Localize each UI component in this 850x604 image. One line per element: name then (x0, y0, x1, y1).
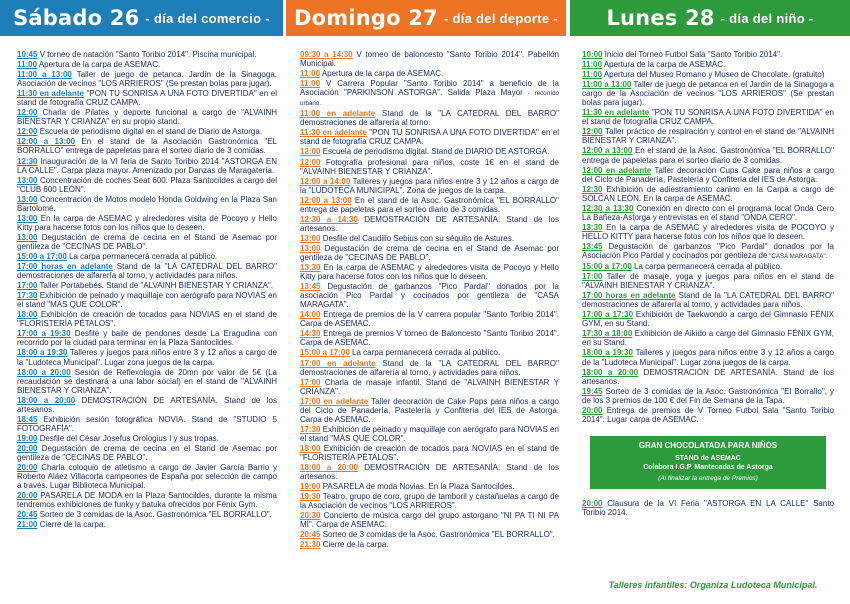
entry-time: 12:00 (17, 127, 38, 137)
entry-time: 11:30 en adelante (17, 89, 84, 99)
schedule-entry (300, 329, 559, 347)
entry-time: 11:30 en adelante (300, 128, 367, 138)
entry-time: 11:00 a 13:00 (582, 80, 632, 90)
entry-time: 11:00 (300, 79, 321, 89)
entry-time: 15:00 a 17:00 (582, 262, 632, 272)
entry-time: 11:00 en adelante (300, 109, 376, 119)
schedule-entry (17, 89, 277, 107)
schedule-entry (17, 127, 277, 136)
entry-text: Talleres y juegos para niños entre 3 y 12 años a cargo de la "Ludoteca Municipal". Lugar zona juegos de la carpa. (582, 348, 834, 367)
sunday-schedule (300, 50, 559, 550)
entry-text: Entrega de premios de la V carrera popular "Santo Toribio 2014". Carpa de ASEMAC. (300, 310, 559, 329)
entry-time: 13:00 (17, 175, 38, 185)
monday-schedule (582, 50, 834, 518)
entry-text: Inicio del Torneo Futbol Sala "Santo Toribio 2014". (602, 50, 783, 59)
entry-time: 19:00 (17, 433, 38, 443)
entry-text: Teatro, grupo de coro, grupo de tamboril y castañuelas a cargo de la Asociación de vecinos "LOS ARRIEROS". (300, 492, 559, 511)
chocolatada-banner (590, 436, 826, 489)
entry-time: 20:30 (300, 511, 321, 521)
entry-time: 12:00 en adelante (582, 165, 652, 175)
entry-time: 17:30 a 18:00 (582, 329, 633, 339)
entry-text: Taller de juego de petanca en el Jardín de la Sinagoga a cargo de la Asociación de vecinos "LOS ARRIEROS" (Se prestan bolas para jugar). (582, 80, 834, 108)
entry-text: En la carpa de ASEMAC y alrededores visita de Pocoyo y Hello Kitty para hacerse fotos con los niños que lo deseen. (17, 213, 277, 232)
schedule-entry (17, 176, 277, 194)
entry-text: V Carrera Popular "Santo Toribio 2014" a beneficio de la Asociación "PARKINSON ASTORGA". Salida Plaza Mayor (300, 79, 559, 98)
entry-time: 13:00 (17, 232, 38, 242)
entry-text: "PON TU SONRISA A UNA FOTO DIVERTIDA" en el stand de fotografía CRUZ CAMPA. (17, 89, 278, 108)
schedule-entry (582, 242, 834, 261)
entry-time: 12:00 a 14:00 (300, 176, 351, 186)
entry-text: Sorteo de 3 comidas de la Asoc. Gastronómica "EL BORRALLO". (37, 510, 272, 520)
schedule-entry (582, 146, 834, 164)
entry-text: La carpa permanecerá cerrada al público. (66, 251, 218, 261)
entry-text: Escuela de periodismo digital. Stand de DIARIO DE ASTORGA. (320, 147, 550, 157)
entry-text: PASARELA DE MODA en la Plaza Santocildes, durante la misma tendremos exhibiciones de funky y batuka ofrecidos por Fénix Gym. (17, 491, 277, 510)
entry-time: 17:00 en adelante (300, 358, 376, 368)
entry-time: 17:00 en adelante (300, 396, 369, 406)
schedule-entry (300, 310, 559, 328)
entry-time: 17:00 (17, 281, 38, 291)
entry-text: Exhibición de peinado y maquillaje con aerógrafo para NOVIAS en el stand "MÁS QUE COLOR". (300, 424, 559, 443)
entry-text: Stand de la "LA CATEDRAL DEL BARRO" demostraciones de alfarería al torno. (300, 109, 559, 128)
schedule-entry (17, 291, 277, 309)
entry-time: 13:45 (300, 282, 321, 292)
schedule-entry (582, 272, 834, 290)
entry-time: 13:30 (582, 222, 603, 232)
entry-text: "PON TU SONRISA A UNA FOTO DIVERTIDA" en el stand de fotografía CRUZ CAMPA. (582, 108, 834, 127)
schedule-entry (582, 108, 834, 126)
entry-time: 12:00 (300, 147, 321, 157)
entry-time: 11:00 (582, 70, 603, 80)
entry-text: Talleres y juegos para niños entre 3 y 12 años a cargo de la "LUDOTECA MUNICIPAL". Zona de juegos de la carpa. (300, 176, 559, 195)
schedule-entry (17, 463, 277, 490)
entry-text: Concentración de Motos modelo Honda Goldwing en la Plaza San Bartolomé. (17, 194, 277, 213)
schedule-entry (17, 50, 277, 59)
entry-text: Escuela de periodismo digital en el stand de Diario de Astorga. (37, 127, 263, 137)
schedule-entry (17, 252, 277, 261)
entry-time: 17:00 (300, 377, 321, 387)
entry-text: Charla de Pilates y deporte funcional a cargo de "ALVAINH BIENESTAR Y CRIANZA" en su propio stand. (17, 108, 277, 127)
entry-time: 17:00 a 17:30 (582, 310, 634, 320)
schedule-entry (300, 359, 559, 377)
promo-line2: Colabora I.G.P. Mantecadas de Astorga (643, 463, 773, 471)
monday-list (582, 50, 834, 424)
header-sunday (286, 0, 566, 36)
entry-text: "PON TU SONRISA A UNA FOTO DIVERTIDA" en el stand de fotografía CRUZ CAMPA. (300, 128, 560, 147)
schedule-entry (17, 368, 277, 395)
schedule-entry (582, 60, 834, 69)
schedule-entry (582, 185, 834, 203)
entry-text: Taller decoración Cups Cake para niños a cargo del Ciclo de Panadería, Pastelería y Confitería del IES de Astorga. (582, 165, 835, 184)
promo-title: GRAN CHOCOLATADA PARA NIÑOS (638, 440, 778, 450)
entry-time: 14:30 (300, 329, 321, 339)
schedule-entry (300, 463, 559, 481)
entry-text: Taller decoración de Cake Pops para niños a cargo del Ciclo de Panadería, Pastelería y Confitería del IES de Astorga. Carpa de ASEMAC. (300, 396, 559, 424)
schedule-entry (300, 244, 559, 262)
schedule-entry (17, 137, 277, 155)
entry-time: 20:00 (17, 443, 38, 453)
entry-time: 20:00 (17, 491, 38, 501)
entry-text: PASARELA de moda Novias. En la Plaza Santocildes. (320, 482, 515, 492)
entry-time: 11:00 (17, 60, 38, 70)
entry-text: Inauguración de la VI feria de Santo Toribio 2014 "ASTORGA EN LA CALLE". Carpa plaza mayor. Amenizado por Danzas de Maragatería. (17, 156, 277, 175)
schedule-entry (300, 177, 559, 195)
schedule-entry (300, 158, 559, 176)
promo-line1: STAND de ASEMAC (675, 454, 741, 462)
entry-text: Conexión en directo con el programa local Onda Cero La Bañeza-Astorga y entrevistas en el stand "ONDA CERO". (582, 203, 834, 222)
schedule-entry (300, 378, 559, 396)
entry-time: 18:00 a 19:30 (17, 348, 68, 358)
entry-time: 20:00 (582, 498, 603, 508)
entry-time: 13:00 (300, 243, 321, 253)
schedule-entry (582, 204, 834, 222)
monday-title: Lunes 28 (606, 6, 715, 30)
schedule-entry (300, 348, 559, 357)
monday-subtitle: - día del niño - (720, 10, 814, 26)
entry-text: Cierre de la carpa. (320, 540, 389, 550)
schedule-entry (17, 444, 277, 462)
entry-time: 18:00 a 19:30 (582, 348, 633, 358)
entry-time: 12:00 (17, 108, 38, 118)
schedule-entry (17, 396, 277, 414)
entry-time: 11:00 a 13:00 (17, 70, 72, 80)
schedule-entry (300, 492, 559, 510)
entry-text: Sorteo de 3 comidas de la Asoc. Gastronómica "EL BORRALLO". (320, 530, 555, 540)
schedule-entry (582, 127, 834, 145)
entry-text: En el stand de la Asociación Gastronómica "EL BORRALLO" entrega de papeletas para el sorteo diario de 3 comidas. (17, 137, 277, 156)
entry-note: "CASA MARAGATA". (767, 252, 828, 260)
schedule-entry (582, 223, 834, 241)
entry-text: Talleres y juegos para niños entre 3 y 12 años a cargo de la "Ludoteca Municipal". Lugar zona juegos de la carpa. (17, 348, 277, 367)
entry-time: 12:00 (582, 127, 603, 137)
schedule-entry (300, 540, 559, 549)
schedule-entry (17, 329, 277, 347)
schedule-entry (582, 329, 834, 347)
entry-time: 18:00 a 20:00 (300, 463, 358, 473)
entry-text: Degustación de garbanzos "Pico Pardal" donados por la Asociación Pico Pardal y cocinados por gentileza de (582, 241, 834, 260)
schedule-entry (300, 263, 559, 281)
entry-time: 15:00 a 17:00 (17, 251, 67, 261)
entry-text: Cierre de la carpa. (37, 520, 106, 530)
entry-time: 12:00 a 13:00 (582, 146, 633, 156)
entry-text: La carpa permanecerá cerrada al público. (349, 348, 501, 358)
sunday-subtitle: - día del deporte - (443, 10, 558, 26)
entry-time: 10:45 (17, 50, 38, 59)
entry-time: 15:00 a 17:00 (300, 348, 350, 358)
entry-time: 21:00 (17, 520, 38, 530)
entry-text: Sesión de Reflexología de 20mn por valor de 5€ (La recaudación se destinará a una labor social) en el stand de "ALVAINH BIENESTAR Y CRIANZA". (17, 367, 277, 395)
closing-entry (582, 499, 834, 517)
entry-note: - recorrido urbano. (300, 90, 559, 108)
schedule-entry (300, 425, 559, 443)
entry-text: DEMOSTRACIÓN DE ARTESANÍA. Stand de los artesanos. (582, 367, 834, 386)
entry-text: Taller de juego de petanca. Jardín de la Sinagoga. Asociación de vecinos "LOS ARRIEROS" (Se prestan bolas para jugar). (17, 70, 278, 89)
schedule-entry (17, 348, 277, 366)
entry-text: Desfile y baile de pendones desde La Eragudina con recorrido por la ciudad para terminar en la Plaza Santocildes. (17, 329, 278, 348)
entry-text: Entrega de premios de V Torneo Futbol Sala "Santo Toribio 2014". Lugar carpa de ASEMAC. (582, 405, 834, 424)
schedule-entry (300, 215, 559, 233)
entry-text: Degustación de crema de cecina en el Stand de Asemac por gentileza de "CECINAS DE PABLO". (300, 243, 559, 262)
entry-time: 12:00 (300, 157, 321, 167)
schedule-entry (300, 397, 559, 424)
saturday-schedule (17, 50, 277, 530)
entry-text: Degustación de garbanzos "Pico Pardal" donados por la asociación Pico Pardal y cocinados por gentileza de "CASA MARAGATA". (300, 282, 559, 310)
promo-note: (Al finalizar la entrega de Premios) (658, 474, 758, 482)
schedule-entry (300, 482, 559, 491)
entry-time: 17:00 a 19:30 (17, 329, 71, 339)
entry-time: 11:00 (300, 69, 321, 79)
schedule-entry (300, 109, 559, 127)
schedule-entry (17, 510, 277, 519)
entry-text: La carpa permanecerá cerrada al público. (631, 262, 783, 272)
entry-text: Concierto de música cargo del grupo astorgano "NI PA TI NI PA MÍ". Carpa de ASEMAC. (300, 511, 559, 530)
schedule-entry (582, 310, 834, 328)
schedule-entry (17, 60, 277, 69)
entry-time: 18:00 a 20:00 (17, 367, 71, 377)
entry-time: 13:00 (300, 233, 321, 243)
schedule-entry (300, 69, 559, 78)
entry-time: 17:00 horas en adelante (582, 291, 676, 301)
entry-time: 10:00 (582, 50, 603, 59)
entry-time: 12:30 (17, 156, 38, 166)
schedule-entry (17, 233, 277, 251)
schedule-entry (582, 348, 834, 366)
entry-time: 17:30 (17, 291, 38, 301)
schedule-entry (582, 406, 834, 424)
schedule-entry (17, 262, 277, 280)
entry-text: Taller de masaje, yoga y juegos para niños en el stand de "ALVAINH BIENESTAR Y CRIANZA". (582, 272, 834, 291)
entry-text: Taller Portabebés. Stand de "ALVAINH BIENESTAR Y CRIANZA". (37, 281, 274, 291)
entry-text: En el stand de la Asoc. Gastronómica "EL BORRALLO" entrega de papeletas para el sorteo diario de 3 comidas. (582, 146, 834, 165)
schedule-entry (582, 291, 834, 309)
schedule-entry (300, 196, 559, 214)
saturday-subtitle: - día del comercio - (145, 10, 270, 26)
entry-time: 20:00 (582, 405, 603, 415)
entry-time: 18:45 (17, 414, 38, 424)
entry-text: Charla coloquio de atletismo a cargo de Javier García Barrio y Roberto Aláez Villacorta campeones de España por selección de campo a través. Lugar Biblioteca Municipal. (17, 463, 277, 491)
schedule-entry (300, 444, 559, 462)
schedule-entry (17, 70, 277, 88)
entry-text: Exhibición de Taekwondo a cargo del Gimnasio FÉNIX GYM, en su Stand. (582, 310, 834, 329)
entry-text: DEMOSTRACIÓN DE ARTESANÍA. Stand de los artesanos. (17, 395, 277, 414)
entry-time: 17:30 (300, 424, 321, 434)
schedule-entry (582, 166, 834, 184)
schedule-entry (582, 80, 834, 107)
schedule-entry (17, 491, 277, 509)
entry-text: Apertura del Museo Romano y Museo de Chocolate. (gratuito) (602, 70, 825, 80)
entry-text: Exhibición de creación de tocados para NOVIAS en el stand de "FLORISTERÍA PÉTALOS". (17, 310, 277, 329)
entry-time: 12:00 a 13:00 (17, 137, 76, 147)
entry-time: 12:00 a 13:00 (300, 195, 352, 205)
entry-text: Concentración de coches Seat 600. Plaza Santocildes a cargo del "CLUB 600 LEÓN". (17, 175, 277, 194)
header-monday (570, 0, 850, 36)
entry-time: 12:30 (582, 184, 603, 194)
schedule-entry (300, 147, 559, 156)
entry-text: Degustación de crema de cecina en el Stand de Asemac por gentileza de "CECINAS DE PABLO". (17, 443, 277, 462)
entry-time: 18:00 a 20:00 (17, 395, 76, 405)
entry-text: Stand de la "LA CATEDRAL DEL BARRO" demostraciones de alfarería al torno, y actividades para niños. (17, 262, 277, 281)
entry-text: Fotografía profesional para niños, coste 1€ en el stand de "ALVAINH BIENESTAR Y CRIANZA". (300, 157, 559, 176)
entry-time: 11:00 (582, 60, 603, 70)
entry-time: 14:00 (300, 310, 321, 320)
schedule-entry (300, 50, 559, 68)
entry-text: Degustación de crema de cecina en el Stand de Asemac por gentileza de "CECINAS DE PABLO". (17, 232, 277, 251)
schedule-entry (17, 281, 277, 290)
entry-time: 13:30 (300, 263, 321, 273)
schedule-entry (582, 50, 834, 59)
entry-text: En el stand de la Asoc. Gastronómica "EL BORRALLO" entrega de papeletas para el sorteo diario de 3 comidas. (300, 195, 559, 214)
schedule-entry (17, 520, 277, 529)
sunday-title: Domingo 27 (294, 6, 438, 30)
schedule-entry (300, 79, 559, 108)
entry-time: 13:00 (17, 213, 38, 223)
schedule-entry (17, 195, 277, 213)
schedule-entry (17, 157, 277, 175)
entry-text: Clausura de la VI Feria "ASTORGA EN LA CALLE" Santo Toribio 2014. (582, 498, 834, 517)
entry-text: DEMOSTRACIÓN DE ARTESANÍA. Stand de los artesanos. (300, 463, 559, 482)
entry-time: 17:00 (582, 272, 603, 282)
schedule-entry (300, 511, 559, 529)
schedule-entry (582, 368, 834, 386)
entry-text: En la carpa de ASEMAC y alrededores visita de POCOYO y HELLO KITTY para hacerse fotos con los niños que lo deseen. (582, 222, 834, 241)
entry-time: 13:00 (17, 194, 38, 204)
entry-time: 18:00 (17, 310, 38, 320)
entry-time: 12:30 a 14:30 (300, 214, 358, 224)
schedule-entry (17, 415, 277, 433)
schedule-entry (17, 310, 277, 328)
entry-time: 19:45 (582, 386, 603, 396)
entry-time: 12:30 a 13:30 (582, 203, 634, 213)
entry-time: 20:00 (17, 463, 38, 473)
entry-time: 19:30 (300, 492, 321, 502)
entry-text: V torneo de natación "Santo Toribio 2014". Piscina municipal. (37, 50, 257, 59)
entry-time: 11:30 en adelante (582, 108, 650, 118)
schedule-entry (582, 262, 834, 271)
entry-text: Apertura de la carpa de ASEMAC. (602, 60, 726, 70)
schedule-entry (582, 387, 834, 405)
entry-text: En la carpa de ASEMAC y alrededores visita de Pocoyo y Hello Kitty para hacerse fotos con los niños que lo deseen. (300, 263, 559, 282)
entry-text: Exhibición de peinado y maquillaje con aerógrafo para NOVIAS en el stand "MÁS QUE COLOR". (17, 291, 277, 310)
entry-text: Taller práctico de respiración y control en el stand de "ALVAINH BIENESTAR Y CRIANZA". (582, 127, 834, 146)
entry-text: Desfile del Caudillo Sebius con su séquito de Astures. (320, 233, 514, 243)
entry-time: 13:45 (582, 241, 603, 251)
entry-text: Charla de masaje infantil. Stand de "ALVAINH BIENESTAR Y CRIANZA". (300, 377, 559, 396)
entry-text: Apertura de la carpa de ASEMAC. (37, 60, 161, 70)
entry-text: Stand de la "LA CATEDRAL DEL BARRO" demostraciones de alfarería al torno, y actividades para niños. (300, 358, 559, 377)
entry-text: V torneo de baloncesto "Santo Toribio 2014". Pabellón Municipal. (300, 50, 559, 69)
entry-time: 09:30 a 14:30 (300, 50, 353, 59)
schedule-entry (17, 214, 277, 232)
entry-time: 20:45 (17, 510, 38, 520)
schedule-entry (300, 128, 559, 146)
header-saturday (0, 0, 283, 36)
schedule-entry (17, 108, 277, 126)
schedule-entry (300, 282, 559, 309)
entry-time: 20:45 (300, 530, 321, 540)
entry-time: 18:00 a 20:00 (582, 367, 639, 377)
schedule-entry (300, 234, 559, 243)
schedule-entry (582, 70, 834, 79)
entry-text: Apertura de la carpa de ASEMAC. (320, 69, 444, 79)
footer-note: Talleres infantiles: Organiza Ludoteca Municipal. (608, 580, 818, 590)
entry-text: Exhibición de Aikido a cargo del Gimnasio FÉNIX GYM, en su Stand. (582, 329, 834, 348)
entry-text: Exhibición de adiestramiento canino en la Carpa a cargo de SOLCAN LEÓN. En la carpa de ASEMAC. (582, 184, 834, 203)
entry-text: Entrega de premios V torneo de Baloncesto "Santo Toribio 2014". Carpa de ASEMAC. (300, 329, 559, 348)
entry-text: Sorteo de 3 comidas de la Asoc. Gastronómica "El Borrallo", y de los 3 premios de 100 € del Fin de Semana de la Tapa. (582, 386, 834, 405)
entry-time: 17:00 horas en adelante (17, 262, 113, 272)
schedule-entry (17, 434, 277, 443)
entry-text: Exhibición sesión fotográfica NOVIA. Stand de "STUDIO 5 FOTOGRAFÍA". (17, 414, 277, 433)
entry-text: Stand de la "LA CATEDRAL DEL BARRO" demostraciones de alfarería al torno, y actividades para niños. (582, 291, 834, 310)
entry-time: 19:00 (300, 482, 321, 492)
entry-text: Desfile del César Josefus Orologius I y sus tropas. (37, 433, 219, 443)
entry-time: 18:00 (300, 443, 321, 453)
entry-text: DEMOSTRACIÓN DE ARTESANÍA. Stand de los artesanos. (300, 214, 559, 233)
schedule-entry (300, 530, 559, 539)
entry-text: Exhibición de creación de tocados para NOVIAS en el stand de "FLORISTERÍA PÉTALOS". (300, 443, 559, 462)
entry-time: 21:30 (300, 540, 321, 550)
saturday-title: Sábado 26 (13, 6, 140, 30)
